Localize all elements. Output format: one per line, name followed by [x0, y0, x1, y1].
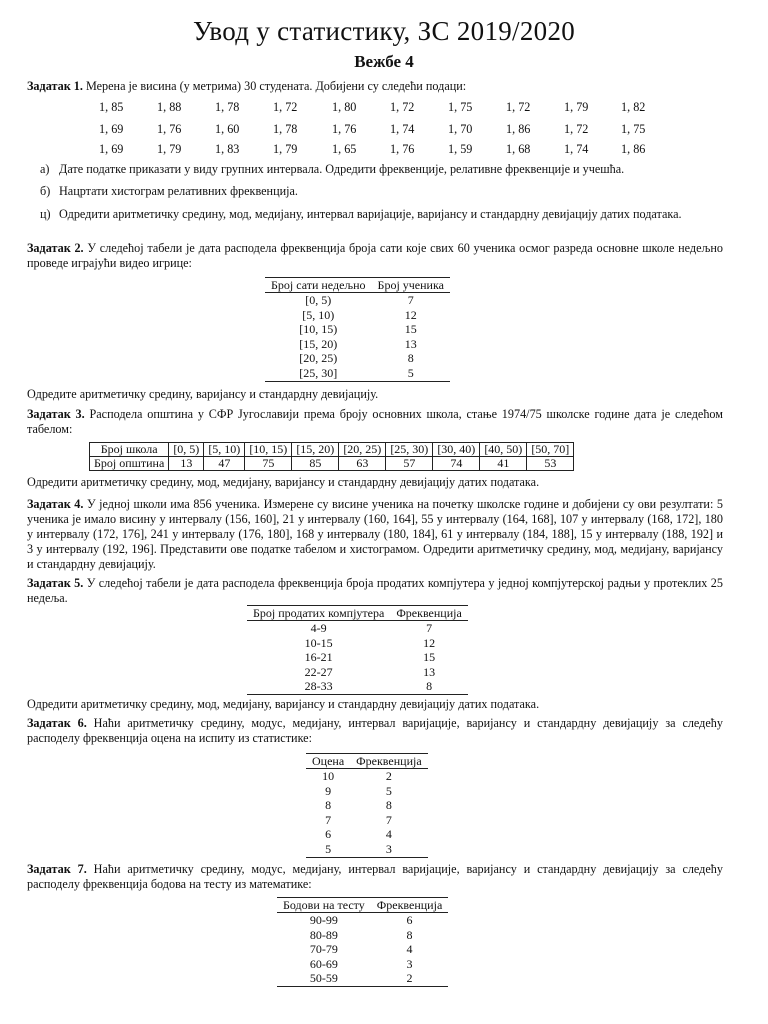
- table-cell: 7: [325, 812, 332, 827]
- data-value: 1, 79: [564, 100, 589, 114]
- data-value: 1, 75: [621, 122, 646, 136]
- table-cell: 5: [372, 366, 450, 381]
- table-cell: 10: [322, 769, 335, 783]
- table-cell: 13: [404, 336, 417, 351]
- task-6-intro: [27, 716, 723, 746]
- data-value: 1, 79: [273, 142, 298, 156]
- task-4-text: У једној школи има 856 ученика. Измерене су висине ученика на почетку школске године и добијени су ови резултати: 5 ученика је имало висину у интервалу (156, 160], 21 у интервалу (160, 164], 55 у интервалу (164, 168], 107 у интервалу (168, 172], 180 у интервалу (172, 176], 241 у интервалу (176, 180], 168 у интервалу (180, 184], 61 у интервалу (184, 188], 15 у интервалу (188, 192] и 3 у интервалу (192, 196]. Представити ове податке табелом и хистограмом. Одредити аритметичку средину, мод, медијану, варијансу и стандардну девијацију.: [27, 497, 723, 571]
- data-value: 1, 85: [99, 100, 124, 114]
- task-2-label: Задатак 2.: [27, 241, 84, 255]
- data-value: 1, 72: [273, 100, 298, 114]
- table-cell: 12: [423, 635, 436, 650]
- data-value: 1, 75: [448, 100, 473, 114]
- task-5-question: Одредити аритметичку средину, мод, медијану, варијансу и стандардну девијацију датих података.: [27, 697, 540, 711]
- data-value: 1, 76: [390, 142, 415, 156]
- task-1-intro: [27, 79, 723, 94]
- item-label: а): [40, 162, 50, 176]
- table-cell: 9: [325, 783, 332, 798]
- table-row: [90, 443, 574, 457]
- task-4-label: Задатак 4.: [27, 497, 84, 511]
- table-cell: [0, 5): [305, 293, 332, 307]
- table-row: [265, 322, 450, 337]
- table-cell: [10, 15): [245, 443, 292, 457]
- table-cell: 75: [245, 457, 292, 471]
- table-row: [265, 337, 450, 352]
- data-value: 1, 83: [215, 142, 240, 156]
- table-cell: [10, 15): [299, 322, 338, 337]
- table-row: [277, 971, 448, 986]
- data-value: 1, 69: [99, 142, 124, 156]
- task-3-label: Задатак 3.: [27, 407, 85, 421]
- data-value: 1, 60: [215, 122, 240, 136]
- document-subtitle: Вежбе 4: [354, 52, 414, 71]
- table-cell: 12: [404, 307, 417, 322]
- task-6-label: Задатак 6.: [27, 716, 87, 730]
- data-value: 1, 76: [332, 122, 357, 136]
- task-7-label: Задатак 7.: [27, 862, 87, 876]
- table-cell: 63: [339, 457, 386, 471]
- table-cell: 5: [306, 842, 350, 857]
- table-row: [265, 366, 450, 381]
- task-3-intro: [27, 407, 723, 437]
- task-6-text: Наћи аритметичку средину, модус, медијану, интервал варијације, варијансу и стандардну девијацију за следећу расподелу фреквенција оцена на испиту из статистике:: [27, 716, 723, 745]
- table-cell: 85: [292, 457, 339, 471]
- table-cell: [20, 25): [339, 443, 386, 457]
- table-cell: Број општина: [90, 457, 169, 471]
- data-value: 1, 70: [448, 122, 473, 136]
- table-cell: 8: [406, 927, 413, 942]
- table-row: [277, 957, 448, 972]
- data-value: 1, 74: [390, 122, 415, 136]
- table-row: [306, 842, 428, 857]
- document-title: Увод у статистику, ЗС 2019/2020: [192, 16, 576, 46]
- table-header: Фреквенција: [350, 754, 427, 769]
- task-3-text: Расподела општина у СФР Југославији према броју основних школа, стање 1974/75 школске године дата је следећом табелом:: [27, 407, 723, 436]
- table-header: Број продатих компјутера: [247, 606, 390, 621]
- table-cell: 7: [426, 621, 433, 635]
- table-row: [306, 784, 428, 799]
- table-cell: 13: [423, 664, 436, 679]
- table-cell: 7: [385, 812, 392, 827]
- table-cell: 80-89: [309, 927, 338, 942]
- task-7-table: [277, 897, 448, 987]
- data-value: 1, 72: [390, 100, 415, 114]
- data-value: 1, 65: [332, 142, 357, 156]
- table-cell: 74: [433, 457, 480, 471]
- table-cell: [15, 20): [299, 336, 338, 351]
- data-value: 1, 80: [332, 100, 357, 114]
- table-header: Бодови на тесту: [277, 898, 371, 913]
- table-cell: [15, 20): [292, 443, 339, 457]
- task-2-text: У следећој табели је дата расподела фреквенција броја сати које свих 60 ученика осмог разреда основне школе недељно проведе играјући видео игрице:: [27, 241, 723, 270]
- table-row: [247, 679, 468, 694]
- task-2-table: [265, 277, 450, 382]
- table-cell: [20, 25): [299, 351, 338, 366]
- data-value: 1, 76: [157, 122, 182, 136]
- table-row: [247, 650, 468, 665]
- table-row: [306, 769, 428, 784]
- table-header: Оцена: [306, 754, 350, 769]
- table-cell: 2: [371, 971, 448, 986]
- task-1-item-c: [40, 207, 723, 237]
- data-value: 1, 88: [157, 100, 182, 114]
- data-value: 1, 68: [506, 142, 531, 156]
- table-cell: 5: [385, 783, 392, 798]
- table-row: [306, 827, 428, 842]
- table-cell: 3: [406, 956, 413, 971]
- table-row: [277, 928, 448, 943]
- table-cell: [40, 50): [480, 443, 527, 457]
- table-row: [277, 913, 448, 928]
- table-row: [247, 621, 468, 636]
- task-1-text: Мерена је висина (у метрима) 30 студената. Добијени су следећи подаци:: [82, 79, 467, 93]
- table-cell: 70-79: [309, 942, 338, 957]
- table-row: [247, 636, 468, 651]
- data-value: 1, 86: [506, 122, 531, 136]
- data-value: 1, 78: [215, 100, 240, 114]
- item-label: б): [40, 184, 51, 198]
- table-cell: 6: [325, 827, 332, 842]
- task-6-table: [306, 753, 428, 858]
- item-text: Дате податке приказати у виду групних интервала. Одредити фреквенције, релативне фреквенције и учешћа.: [59, 162, 625, 176]
- data-value: 1, 59: [448, 142, 473, 156]
- table-header: Број ученика: [372, 278, 450, 293]
- task-2-question: Одредите аритметичку средину, варијансу и стандардну девијацију.: [27, 387, 379, 401]
- table-row: [265, 293, 450, 308]
- item-text: Нацртати хистограм релативних фреквенција.: [59, 184, 298, 198]
- table-cell: 22-27: [304, 664, 333, 679]
- table-row: [247, 665, 468, 680]
- table-cell: 3: [350, 842, 427, 857]
- table-cell: 2: [385, 769, 392, 783]
- task-5-table: [247, 605, 468, 695]
- data-value: 1, 72: [564, 122, 589, 136]
- data-value: 1, 72: [506, 100, 531, 114]
- table-cell: 4-9: [310, 621, 327, 635]
- data-value: 1, 78: [273, 122, 298, 136]
- table-cell: 8: [407, 351, 414, 366]
- table-row: [306, 813, 428, 828]
- task-5-label: Задатак 5.: [27, 576, 84, 590]
- table-cell: 6: [406, 913, 413, 927]
- table-cell: [50, 70]: [527, 443, 574, 457]
- table-row: [306, 798, 428, 813]
- table-cell: 90-99: [309, 913, 338, 927]
- table-row: [265, 351, 450, 366]
- table-cell: 8: [325, 798, 332, 813]
- data-value: 1, 79: [157, 142, 182, 156]
- task-7-intro: [27, 862, 723, 892]
- table-cell: 10-15: [304, 635, 333, 650]
- task-1-item-b: [40, 184, 723, 199]
- table-cell: [30, 40): [433, 443, 480, 457]
- task-2-intro: [27, 241, 723, 271]
- table-cell: 15: [404, 322, 417, 337]
- table-cell: 13: [169, 457, 204, 471]
- table-cell: 50-59: [277, 971, 371, 986]
- data-value: 1, 82: [621, 100, 646, 114]
- table-cell: 28-33: [247, 679, 390, 694]
- table-cell: [25, 30]: [265, 366, 372, 381]
- table-cell: 8: [385, 798, 392, 813]
- table-cell: 57: [386, 457, 433, 471]
- data-value: 1, 69: [99, 122, 124, 136]
- table-cell: [5, 10): [302, 307, 335, 322]
- data-value: 1, 74: [564, 142, 589, 156]
- table-cell: 41: [480, 457, 527, 471]
- table-cell: 53: [527, 457, 574, 471]
- table-cell: [0, 5): [169, 443, 204, 457]
- table-cell: Број школа: [90, 443, 169, 457]
- task-3-table: [89, 442, 574, 471]
- table-cell: 60-69: [309, 956, 338, 971]
- data-value: 1, 86: [621, 142, 646, 156]
- table-row: [90, 457, 574, 471]
- table-cell: [25, 30): [386, 443, 433, 457]
- table-cell: 16-21: [304, 650, 333, 665]
- table-cell: 8: [390, 679, 467, 694]
- table-row: [277, 942, 448, 957]
- task-1-label: Задатак 1.: [27, 79, 83, 93]
- table-header: Број сати недељно: [265, 278, 372, 293]
- table-cell: 7: [407, 293, 414, 307]
- item-text: Одредити аритметичку средину, мод, медијану, интервал варијације, варијансу и стандардну девијацију датих података.: [59, 207, 682, 221]
- table-cell: 4: [385, 827, 392, 842]
- table-cell: 47: [204, 457, 245, 471]
- table-cell: [5, 10): [204, 443, 245, 457]
- table-header: Фреквенција: [390, 606, 467, 621]
- task-5-intro: [27, 576, 723, 606]
- task-3-question: Одредити аритметичку средину, мод, медијану, варијансу и стандардну девијацију датих података.: [27, 475, 540, 489]
- task-1-item-a: [40, 162, 723, 177]
- task-7-text: Наћи аритметичку средину, модус, медијану, интервал варијације, варијансу и стандардну девијацију за следећу расподелу фреквенција бодова на тесту из математике:: [27, 862, 723, 891]
- table-cell: 15: [423, 650, 436, 665]
- task-5-text: У следећој табели је дата расподела фреквенција броја продатих компјутера у једној компјутерској радњи у протеклих 25 недеља.: [27, 576, 723, 605]
- table-row: [265, 308, 450, 323]
- table-header: Фреквенција: [371, 898, 448, 913]
- table-cell: 4: [406, 942, 413, 957]
- item-label: ц): [40, 207, 51, 221]
- task-4-paragraph: [27, 497, 723, 572]
